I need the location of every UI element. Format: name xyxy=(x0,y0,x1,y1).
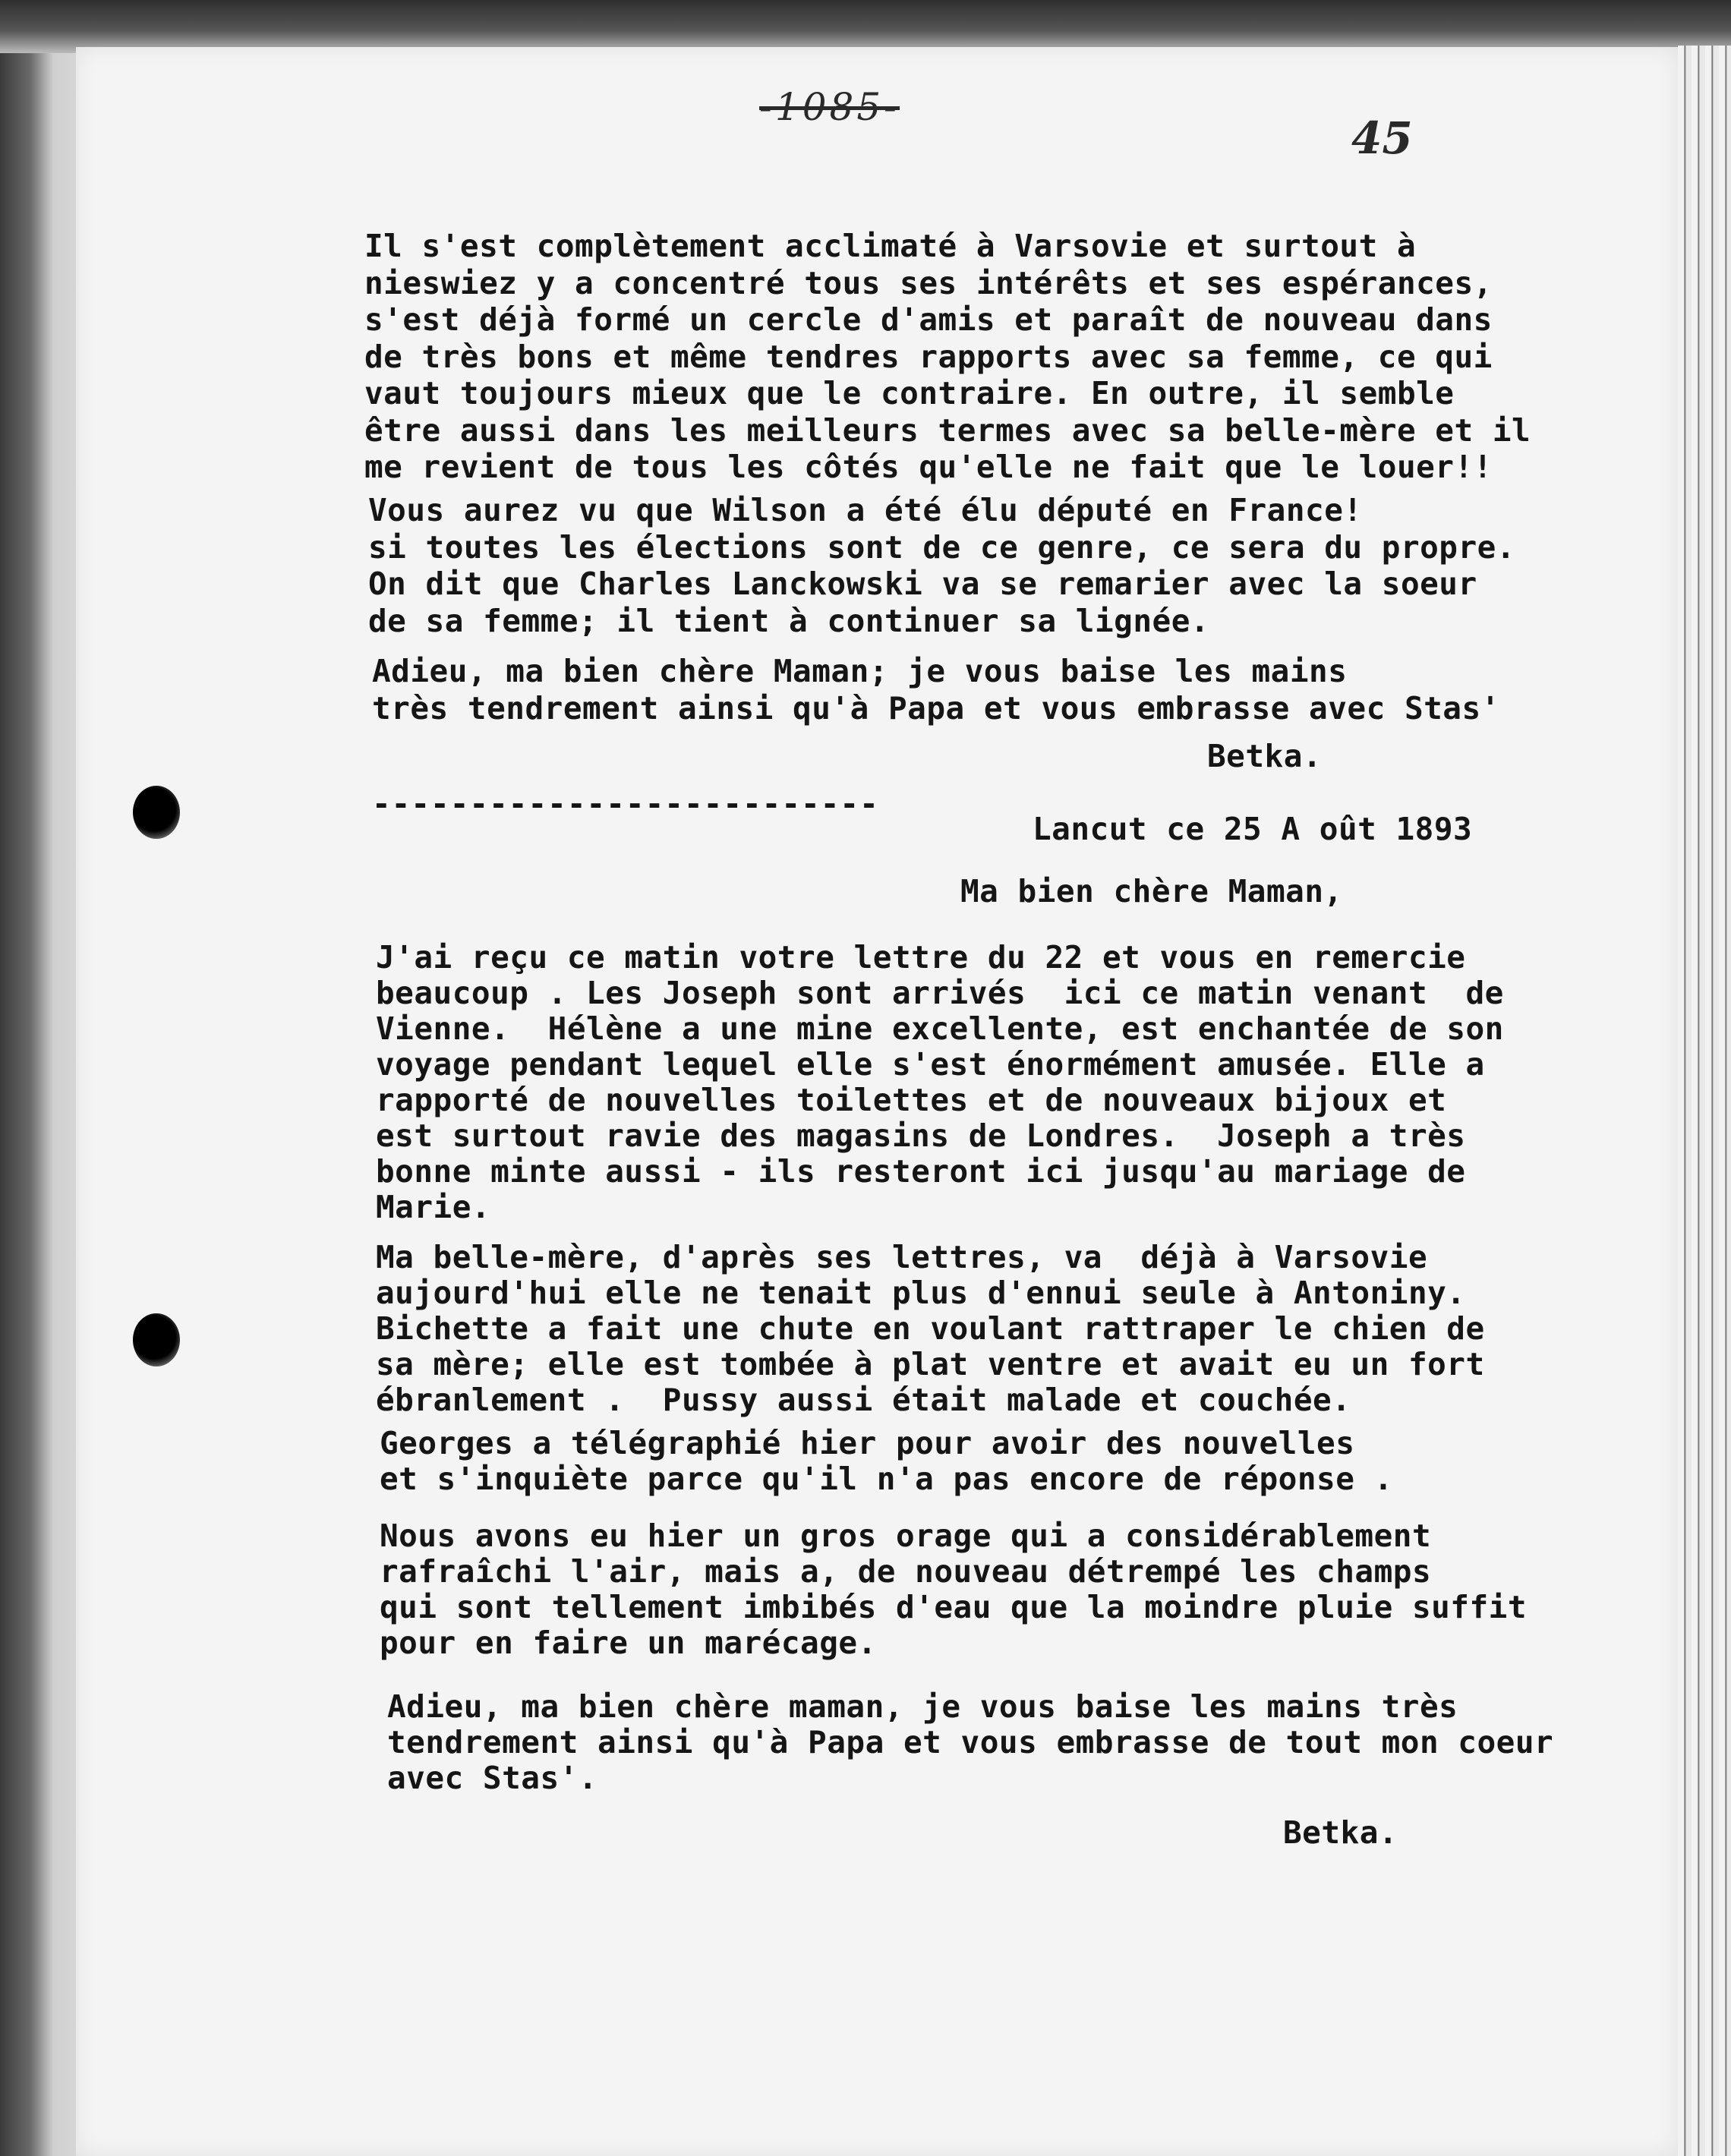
letter1-paragraph-1: Il s'est complètement acclimaté à Varsovie et surtout à nieswiez y a concentré tous ses intérêts et ses espérances, s'est déjà formé un cercle d'amis et paraît de nouveau dans de très bons et même tendres rapports avec sa femme, ce qui vaut toujours mieux que le contraire. En outre, il semble être aussi dans les meilleurs termes avec sa belle-mère et il me revient de tous les côtés qu'elle ne fait que le louer!! xyxy=(364,228,1531,485)
page-stack-edge xyxy=(1678,46,1731,2156)
punch-hole-bottom xyxy=(133,1313,180,1366)
handwritten-page-number: 45 xyxy=(1351,112,1413,164)
letter-divider: -------------------------- xyxy=(372,786,879,822)
letter2-dateline: Lancut ce 25 A oût 1893 xyxy=(1033,811,1473,847)
handwritten-folio: -1085- xyxy=(759,85,900,129)
letter2-closing: Adieu, ma bien chère maman, je vous baise les mains très tendrement ainsi qu'à Papa et vous embrasse de tout mon coeur avec Stas'. xyxy=(387,1688,1554,1796)
letter2-paragraph-4: Nous avons eu hier un gros orage qui a considérablement rafraîchi l'air, mais a, de nouveau détrempé les champs qui sont tellement imbibés d'eau que la moindre pluie suffit pour en faire un marécage. xyxy=(380,1518,1528,1661)
letter2-paragraph-2: Ma belle-mère, d'après ses lettres, va déjà à Varsovie aujourd'hui elle ne tenait plus d'ennui seule à Antoniny. Bichette a fait une chute en voulant rattraper le chien de sa mère; elle est tombée à plat ventre et avait eu un fort ébranlement . Pussy aussi était malade et couchée. xyxy=(376,1239,1485,1418)
letter2-paragraph-1: J'ai reçu ce matin votre lettre du 22 et vous en remercie beaucoup . Les Joseph sont arrivés ici ce matin venant de Vienne. Hélène a une mine excellente, est enchantée de son voyage pendant lequel elle s'est énormément amusée. Elle a rapporté de nouvelles toilettes et de nouveaux bijoux et est surtout ravie des magasins de Londres. Joseph a très bonne minte aussi - ils resteront ici jusqu'au mariage de Marie. xyxy=(376,939,1504,1225)
letter2-signature: Betka. xyxy=(1283,1814,1398,1851)
letter1-signature: Betka. xyxy=(1207,738,1323,774)
letter1-paragraph-2: Vous aurez vu que Wilson a été élu député en France! si toutes les élections sont de ce genre, ce sera du propre. On dit que Charles Lanckowski va se remarier avec la soeur de sa femme; il tient à continuer sa lignée. xyxy=(368,492,1516,639)
letter2-salutation: Ma bien chère Maman, xyxy=(960,873,1343,909)
letter2-paragraph-3: Georges a télégraphié hier pour avoir des nouvelles et s'inquiète parce qu'il n'a pas encore de réponse . xyxy=(380,1425,1393,1497)
scan-top-border xyxy=(0,0,1731,53)
punch-hole-top xyxy=(133,786,180,839)
letter1-closing: Adieu, ma bien chère Maman; je vous baise les mains très tendrement ainsi qu'à Papa et vous embrasse avec Stas' xyxy=(372,653,1500,727)
